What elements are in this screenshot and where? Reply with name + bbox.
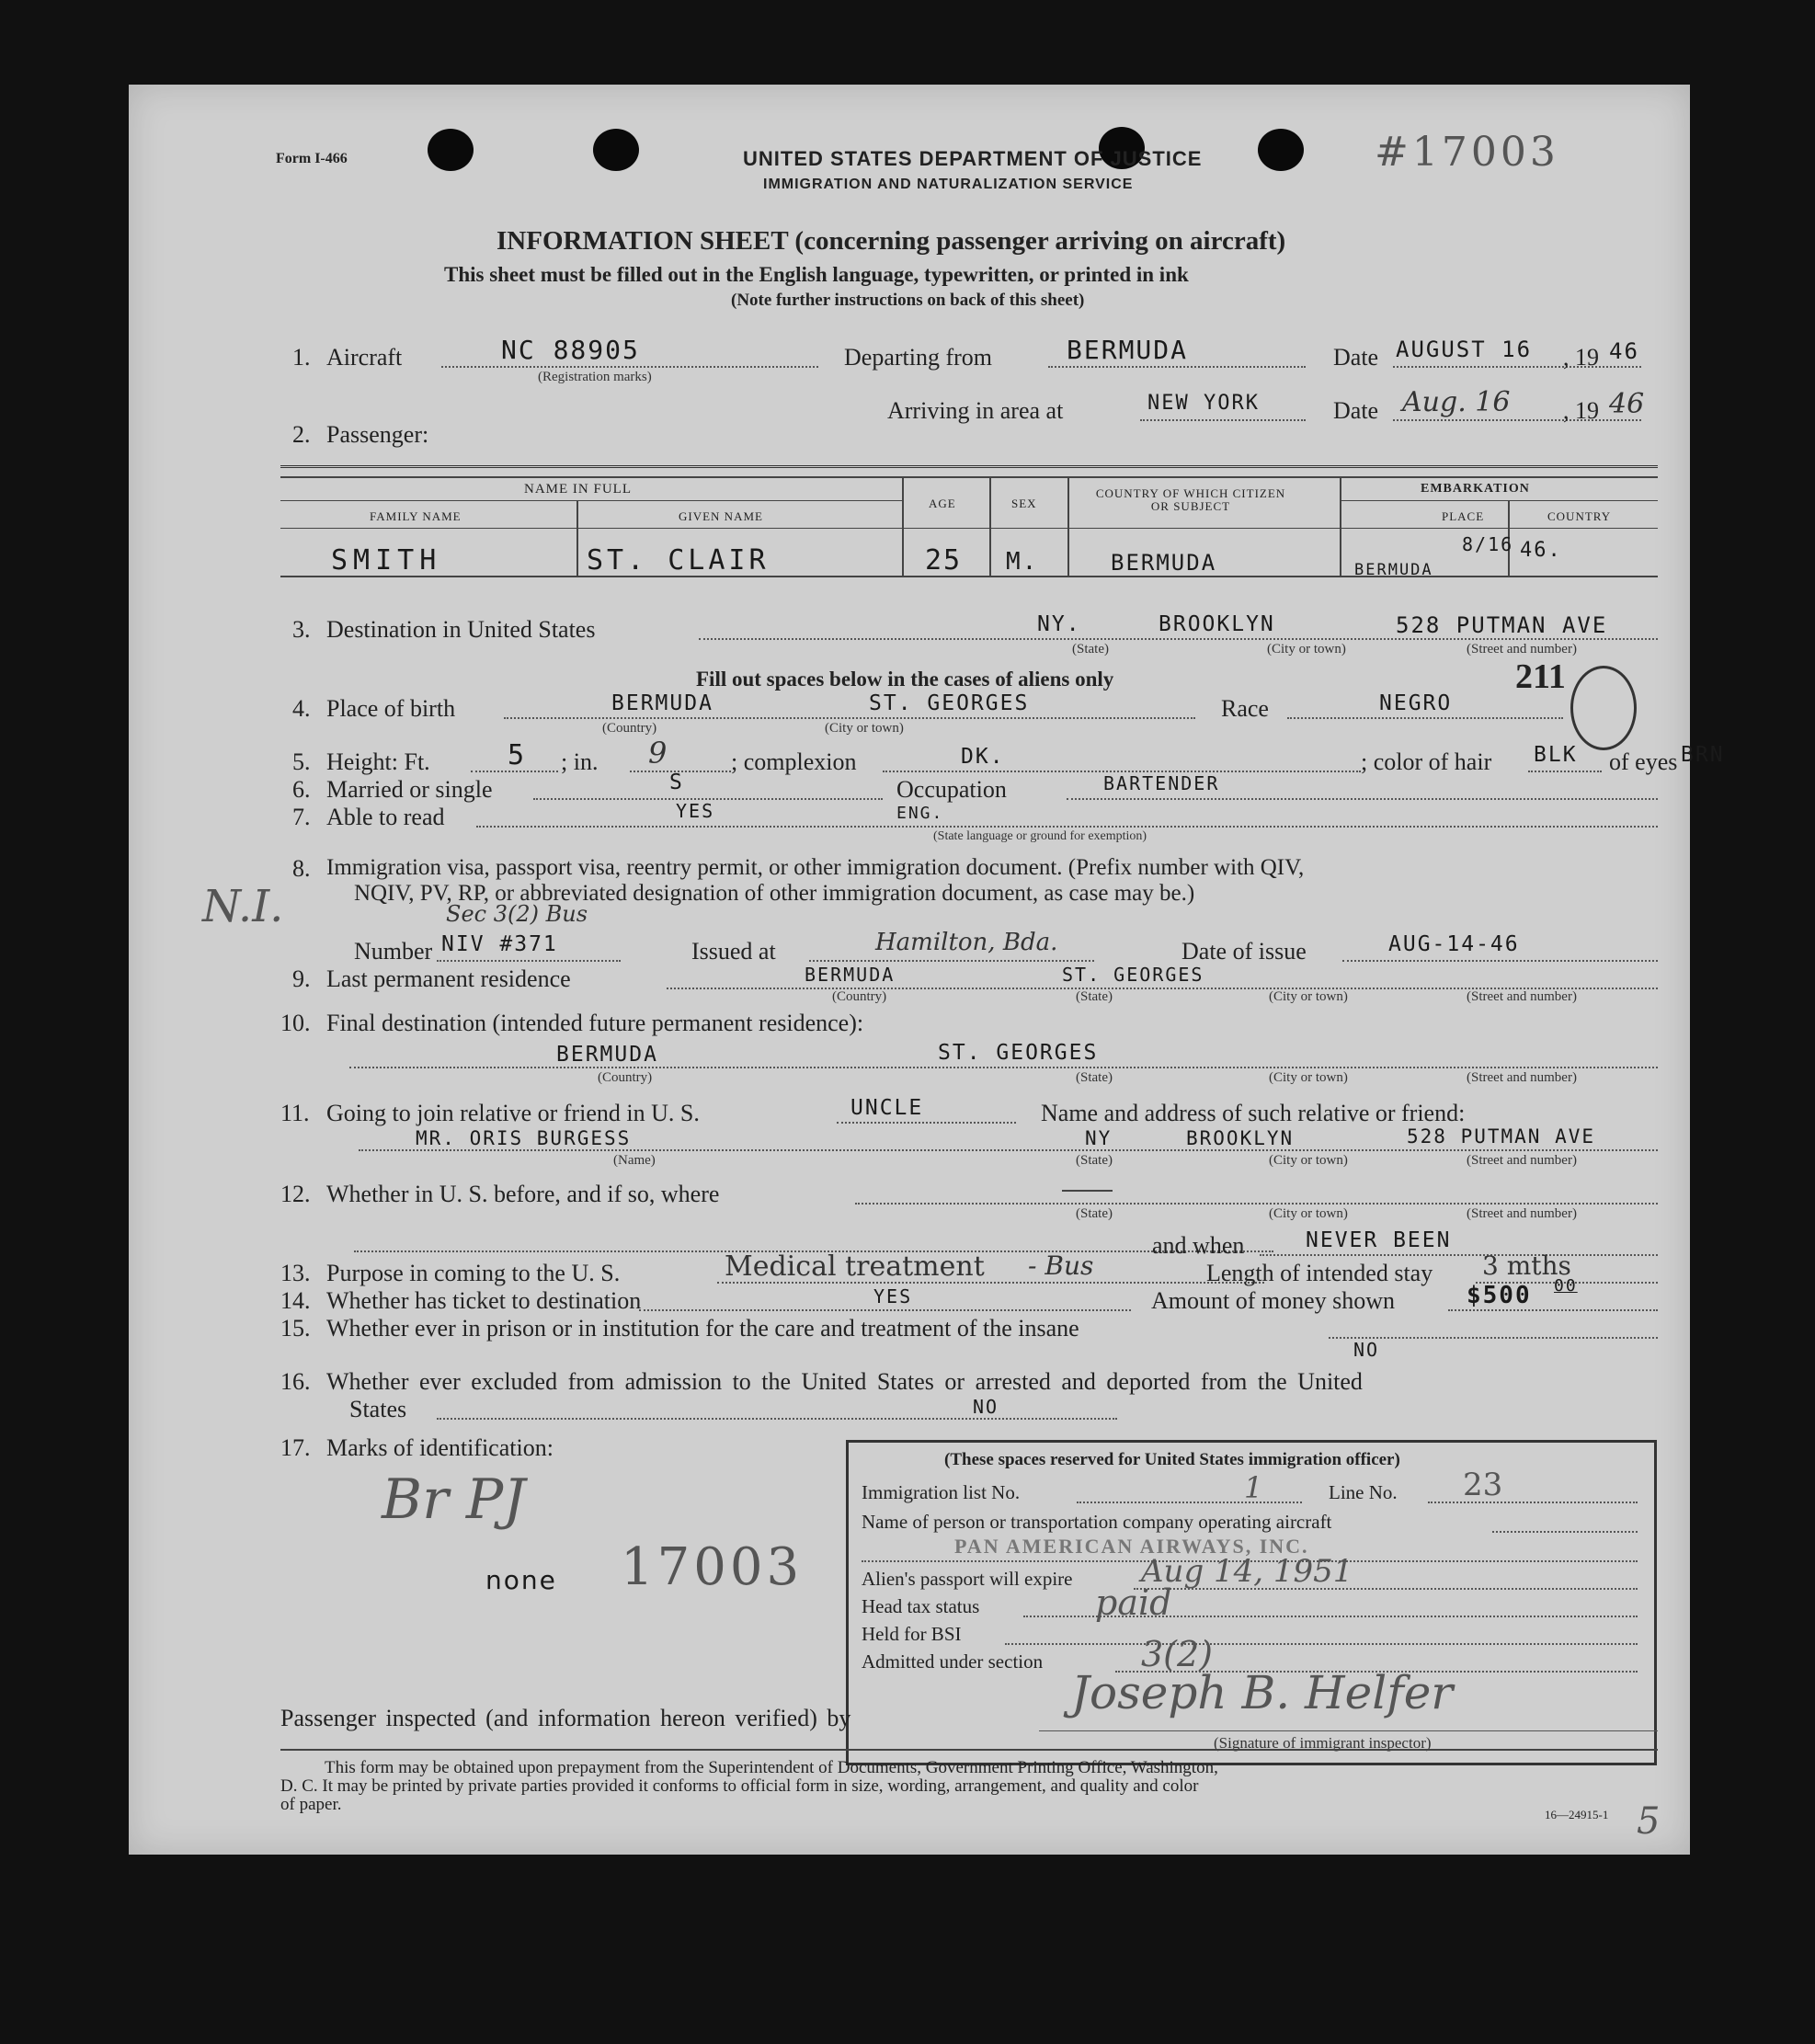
final-destination-label: Final destination (intended future permanent residence): <box>326 1010 864 1036</box>
list-no-value[interactable]: 1 <box>1244 1470 1263 1505</box>
final-street-caption: (Street and number) <box>1467 1070 1577 1085</box>
relative-name-label: Name and address of such relative or friend: <box>1041 1100 1466 1126</box>
occupation-line <box>1067 798 1658 800</box>
bsi-label: Held for BSI <box>862 1623 962 1645</box>
stay-value[interactable]: 3 mths <box>1482 1250 1571 1281</box>
punch-hole <box>428 129 474 171</box>
aircraft-value[interactable]: NC 88905 <box>501 335 640 365</box>
q3-num: 3. <box>292 616 311 643</box>
stay-label: Length of intended stay <box>1206 1260 1433 1286</box>
q2-num: 2. <box>292 421 311 448</box>
arriving-label: Arriving in area at <box>887 397 1064 424</box>
join-label: Going to join relative or friend in U. S. <box>326 1100 700 1126</box>
birthplace-line <box>504 717 1195 719</box>
arrive-year-prefix: , 19 <box>1563 397 1599 424</box>
inspector-signature: Joseph B. Helfer <box>1071 1666 1454 1719</box>
embark-date-value[interactable]: 8/16 <box>1462 533 1514 555</box>
q8-num: 8. <box>292 855 311 882</box>
q7-num: 7. <box>292 804 311 830</box>
q9-num: 9. <box>292 965 311 992</box>
age-value[interactable]: 25 <box>925 544 963 577</box>
residence-country[interactable]: BERMUDA <box>805 964 896 986</box>
birth-country-caption: (Country) <box>602 721 657 736</box>
relative-state[interactable]: NY <box>1085 1127 1113 1149</box>
excluded-value[interactable]: NO <box>973 1396 999 1418</box>
signature-caption: (Signature of immigrant inspector) <box>1214 1734 1432 1752</box>
q6-num: 6. <box>292 776 311 803</box>
final-state-caption: (State) <box>1076 1070 1113 1085</box>
prior-visit-label: Whether in U. S. before, and if so, where <box>326 1181 720 1207</box>
arrive-date-line <box>1393 419 1641 421</box>
ticket-value[interactable]: YES <box>873 1285 913 1307</box>
q10-num: 10. <box>280 1010 311 1036</box>
height-in-value[interactable]: 9 <box>648 736 668 771</box>
col-citizen: COUNTRY OF WHICH CITIZEN OR SUBJECT <box>1095 486 1286 513</box>
col-name-in-full: NAME IN FULL <box>524 482 632 497</box>
arrive-year-value[interactable]: 46 <box>1609 388 1645 420</box>
ticket-line <box>639 1309 1131 1311</box>
q16-num: 16. <box>280 1368 311 1395</box>
footer-line3: of paper. <box>280 1795 342 1814</box>
married-label: Married or single <box>326 776 493 803</box>
arrive-date-value[interactable]: Aug. 16 <box>1402 386 1511 418</box>
destination-label: Destination in United States <box>326 616 596 643</box>
q8-line1: Immigration visa, passport visa, reentry permit, or other immigration document. (Prefix number with QIV, <box>326 855 1305 880</box>
section-value[interactable]: 3(2) <box>1141 1634 1214 1674</box>
col-divider <box>1067 476 1069 576</box>
passport-label: Alien's passport will expire <box>862 1568 1073 1590</box>
depart-date-value[interactable]: AUGUST 16 <box>1396 337 1533 362</box>
join-relation[interactable]: UNCLE <box>850 1096 924 1120</box>
money-cents[interactable]: 00 <box>1554 1276 1578 1296</box>
relative-city[interactable]: BROOKLYN <box>1186 1127 1295 1149</box>
eyes-value[interactable]: BRN <box>1681 743 1725 767</box>
prison-label: Whether ever in prison or in institution for the care and treatment of the insane <box>326 1315 1079 1342</box>
destination-city-caption: (City or town) <box>1267 642 1346 657</box>
married-value[interactable]: S <box>669 771 684 794</box>
operator-value[interactable]: PAN AMERICAN AIRWAYS, INC. <box>954 1535 1309 1558</box>
purpose-label: Purpose in coming to the U. S. <box>326 1260 621 1286</box>
hair-value[interactable]: BLK <box>1534 743 1578 767</box>
file-number-bottom: 17003 <box>621 1537 804 1597</box>
height-label: Height: Ft. <box>326 748 430 775</box>
corner-mark: 5 <box>1637 1800 1661 1843</box>
relative-street-caption: (Street and number) <box>1467 1153 1577 1168</box>
departing-line <box>1048 366 1306 368</box>
join-line <box>837 1122 1016 1124</box>
col-age: AGE <box>929 497 956 510</box>
instruction-2: (Note further instructions on back of this sheet) <box>731 291 1085 310</box>
destination-line <box>699 638 1658 640</box>
residence-state[interactable]: ST. GEORGES <box>1062 964 1204 986</box>
money-label: Amount of money shown <box>1151 1287 1396 1314</box>
col-divider <box>902 476 904 576</box>
doi-line <box>1342 960 1658 962</box>
instruction-1: This sheet must be filled out in the English language, typewritten, or printed in ink <box>444 263 1189 286</box>
table-rule <box>280 476 1658 478</box>
prior-visit-line <box>855 1203 1658 1205</box>
punch-hole <box>593 129 639 171</box>
service-title: IMMIGRATION AND NATURALIZATION SERVICE <box>763 177 1134 192</box>
citizen-value[interactable]: BERMUDA <box>1111 550 1217 576</box>
operator-label: Name of person or transportation company operating aircraft <box>862 1511 1332 1533</box>
depart-year-value[interactable]: 46 <box>1609 338 1639 364</box>
q17-num: 17. <box>280 1434 311 1461</box>
doi-value[interactable]: AUG-14-46 <box>1388 932 1520 956</box>
tax-value[interactable]: paid <box>1095 1582 1172 1623</box>
line-no-line <box>1428 1502 1638 1503</box>
excluded-line2: States <box>349 1396 407 1422</box>
read-value[interactable]: YES <box>676 800 715 822</box>
passenger-label: Passenger: <box>326 421 429 448</box>
embark-year-value[interactable]: 46. <box>1520 539 1562 562</box>
issued-label: Issued at <box>691 938 776 965</box>
departing-label: Departing from <box>844 344 993 371</box>
inspector-initials: Br PJ <box>382 1467 526 1532</box>
residence-country-caption: (Country) <box>832 989 887 1004</box>
complexion-value[interactable]: DK. <box>961 745 1005 769</box>
tax-label: Head tax status <box>862 1595 980 1617</box>
race-line <box>1287 717 1563 719</box>
col-given-name: GIVEN NAME <box>679 509 763 523</box>
q8-annotation: Sec 3(2) Bus <box>446 901 588 927</box>
q12-num: 12. <box>280 1181 311 1207</box>
destination-street-caption: (Street and number) <box>1467 642 1577 657</box>
read-language[interactable]: ENG. <box>896 804 944 823</box>
money-value[interactable]: $500 <box>1467 1282 1532 1309</box>
file-number-top: #17003 <box>1375 129 1559 176</box>
arrive-date-label: Date <box>1333 397 1379 424</box>
purpose-value[interactable]: Medical treatment <box>725 1250 985 1283</box>
number-label: Number <box>354 938 433 965</box>
arriving-value[interactable]: NEW YORK <box>1147 392 1260 415</box>
destination-state-caption: (State) <box>1072 642 1109 657</box>
final-city-caption: (City or town) <box>1269 1070 1348 1085</box>
hand-drawn-circle <box>1570 666 1637 750</box>
relative-line <box>359 1149 1658 1151</box>
registration-caption: (Registration marks) <box>538 370 652 384</box>
depart-date-label: Date <box>1333 344 1379 371</box>
signature-line <box>1039 1730 1658 1731</box>
read-caption: (State language or ground for exemption) <box>933 829 1147 843</box>
list-no-line <box>1077 1502 1302 1503</box>
aircraft-label: Aircraft <box>326 344 403 371</box>
when-value[interactable]: NEVER BEEN <box>1306 1228 1452 1252</box>
punch-hole <box>1258 129 1304 171</box>
occupation-label: Occupation <box>896 776 1007 803</box>
read-line <box>476 826 1658 828</box>
issued-value[interactable]: Hamilton, Bda. <box>875 929 1058 956</box>
issued-line <box>809 960 1094 962</box>
read-label: Able to read <box>326 804 445 830</box>
departing-value[interactable]: BERMUDA <box>1067 335 1189 365</box>
aliens-heading: Fill out spaces below in the cases of aliens only <box>696 668 1114 691</box>
table-top-rule <box>280 465 1658 468</box>
depart-year-prefix: , 19 <box>1563 344 1599 371</box>
relative-name[interactable]: MR. ORIS BURGESS <box>416 1127 632 1149</box>
col-divider <box>989 476 991 576</box>
prison-value[interactable]: NO <box>1353 1339 1380 1361</box>
q14-num: 14. <box>280 1287 311 1314</box>
header-bottom-rule <box>280 528 1658 529</box>
height-ft-value[interactable]: 5 <box>508 739 527 771</box>
final-destination-line <box>349 1067 1658 1068</box>
footer-line2: D. C. It may be printed by private parties provided it conforms to official form in size, wording, arrangement, and quality and color <box>280 1776 1199 1796</box>
col-sex: SEX <box>1011 497 1037 510</box>
destination-street[interactable]: 528 PUTMAN AVE <box>1396 612 1608 638</box>
final-country[interactable]: BERMUDA <box>556 1043 658 1067</box>
purpose-note: - Bus <box>1028 1250 1094 1281</box>
birth-city[interactable]: ST. GEORGES <box>869 691 1030 715</box>
residence-label: Last permanent residence <box>326 965 571 992</box>
birth-city-caption: (City or town) <box>825 721 904 736</box>
number-line <box>437 960 621 962</box>
hair-label: ; color of hair <box>1361 748 1492 775</box>
col-embarkation: EMBARKATION <box>1421 482 1530 496</box>
q8-line2: NQIV, PV, RP, or abbreviated designation of other immigration document, as case may be.) <box>354 881 1195 906</box>
birth-country[interactable]: BERMUDA <box>611 691 713 715</box>
destination-state[interactable]: NY. <box>1037 612 1081 636</box>
margin-note: N.I. <box>202 881 284 932</box>
col-place: PLACE <box>1442 509 1485 523</box>
table-bottom-rule <box>280 576 1658 577</box>
sex-value[interactable]: M. <box>1006 548 1039 576</box>
col-divider <box>1340 476 1341 576</box>
line-no-value[interactable]: 23 <box>1463 1467 1503 1503</box>
bsi-line <box>1005 1643 1638 1645</box>
marks-label: Marks of identification: <box>326 1434 554 1461</box>
line-no-label: Line No. <box>1329 1481 1398 1503</box>
aircraft-line <box>441 366 818 368</box>
birthplace-label: Place of birth <box>326 695 456 722</box>
department-title: UNITED STATES DEPARTMENT OF JUSTICE <box>743 147 1203 170</box>
operator-line <box>1492 1531 1638 1533</box>
final-state[interactable]: ST. GEORGES <box>938 1041 1099 1065</box>
prior-state-caption: (State) <box>1076 1206 1113 1221</box>
col-family-name: FAMILY NAME <box>370 509 462 523</box>
form-number: Form I-466 <box>276 151 348 166</box>
marks-value[interactable]: none <box>485 1565 557 1595</box>
col-country: COUNTRY <box>1547 509 1612 523</box>
money-line <box>1448 1309 1658 1311</box>
residence-city-caption: (City or town) <box>1269 989 1348 1004</box>
col-divider <box>576 500 578 576</box>
footer-rule <box>280 1749 1658 1751</box>
q11-num: 11. <box>280 1100 310 1126</box>
excluded-line1: Whether ever excluded from admission to the United States or arrested and deported from the United <box>326 1368 1363 1395</box>
excluded-line <box>437 1418 1117 1420</box>
family-name-value[interactable]: SMITH <box>331 544 442 577</box>
race-value[interactable]: NEGRO <box>1379 691 1453 715</box>
eyes-label: of eyes <box>1609 748 1678 775</box>
sheet-title: INFORMATION SHEET (concerning passenger arriving on aircraft) <box>497 226 1286 256</box>
prior-visit-dash <box>1062 1190 1113 1192</box>
prior-street-caption: (Street and number) <box>1467 1206 1577 1221</box>
depart-date-line <box>1393 366 1641 368</box>
hair-line <box>1528 771 1602 772</box>
residence-state-caption: (State) <box>1076 989 1113 1004</box>
inspected-label: Passenger inspected (and information hereon verified) by <box>280 1705 851 1731</box>
relative-street[interactable]: 528 PUTMAN AVE <box>1407 1125 1596 1148</box>
ticket-label: Whether has ticket to destination <box>326 1287 642 1314</box>
list-no-label: Immigration list No. <box>862 1481 1021 1503</box>
arriving-line <box>1140 419 1306 421</box>
height-in-label: ; in. <box>561 748 599 775</box>
doi-label: Date of issue <box>1181 938 1307 965</box>
code-211: 211 <box>1515 657 1566 696</box>
relative-city-caption: (City or town) <box>1269 1153 1348 1168</box>
complexion-label: ; complexion <box>731 748 857 775</box>
destination-city[interactable]: BROOKLYN <box>1159 612 1275 636</box>
prior-city-caption: (City or town) <box>1269 1206 1348 1221</box>
embark-subrule <box>1340 500 1658 501</box>
relative-state-caption: (State) <box>1076 1153 1113 1168</box>
when-line <box>1260 1254 1658 1256</box>
footer-line1: This form may be obtained upon prepayment from the Superintendent of Documents, Government Printing Office, Washington, <box>325 1758 1218 1777</box>
given-name-value[interactable]: ST. CLAIR <box>587 544 770 577</box>
when-label: and when <box>1152 1232 1245 1259</box>
officer-heading: (These spaces reserved for United States immigration officer) <box>944 1450 1400 1469</box>
q13-num: 13. <box>280 1260 311 1286</box>
form-sheet <box>129 85 1725 1855</box>
section-label: Admitted under section <box>862 1650 1044 1673</box>
name-subrule <box>280 500 902 501</box>
final-country-caption: (Country) <box>598 1070 653 1085</box>
footer-code: 16—24915-1 <box>1545 1808 1609 1821</box>
passport-value[interactable]: Aug 14, 1951 <box>1141 1553 1353 1590</box>
embark-place-value[interactable]: BERMUDA <box>1354 561 1433 579</box>
race-label: Race <box>1221 695 1269 722</box>
occupation-value[interactable]: BARTENDER <box>1103 772 1220 794</box>
number-value[interactable]: NIV #371 <box>441 932 558 956</box>
q4-num: 4. <box>292 695 311 722</box>
q15-num: 15. <box>280 1315 311 1342</box>
residence-street-caption: (Street and number) <box>1467 989 1577 1004</box>
q5-num: 5. <box>292 748 311 775</box>
q1-num: 1. <box>292 344 311 371</box>
relative-name-caption: (Name) <box>613 1153 656 1168</box>
